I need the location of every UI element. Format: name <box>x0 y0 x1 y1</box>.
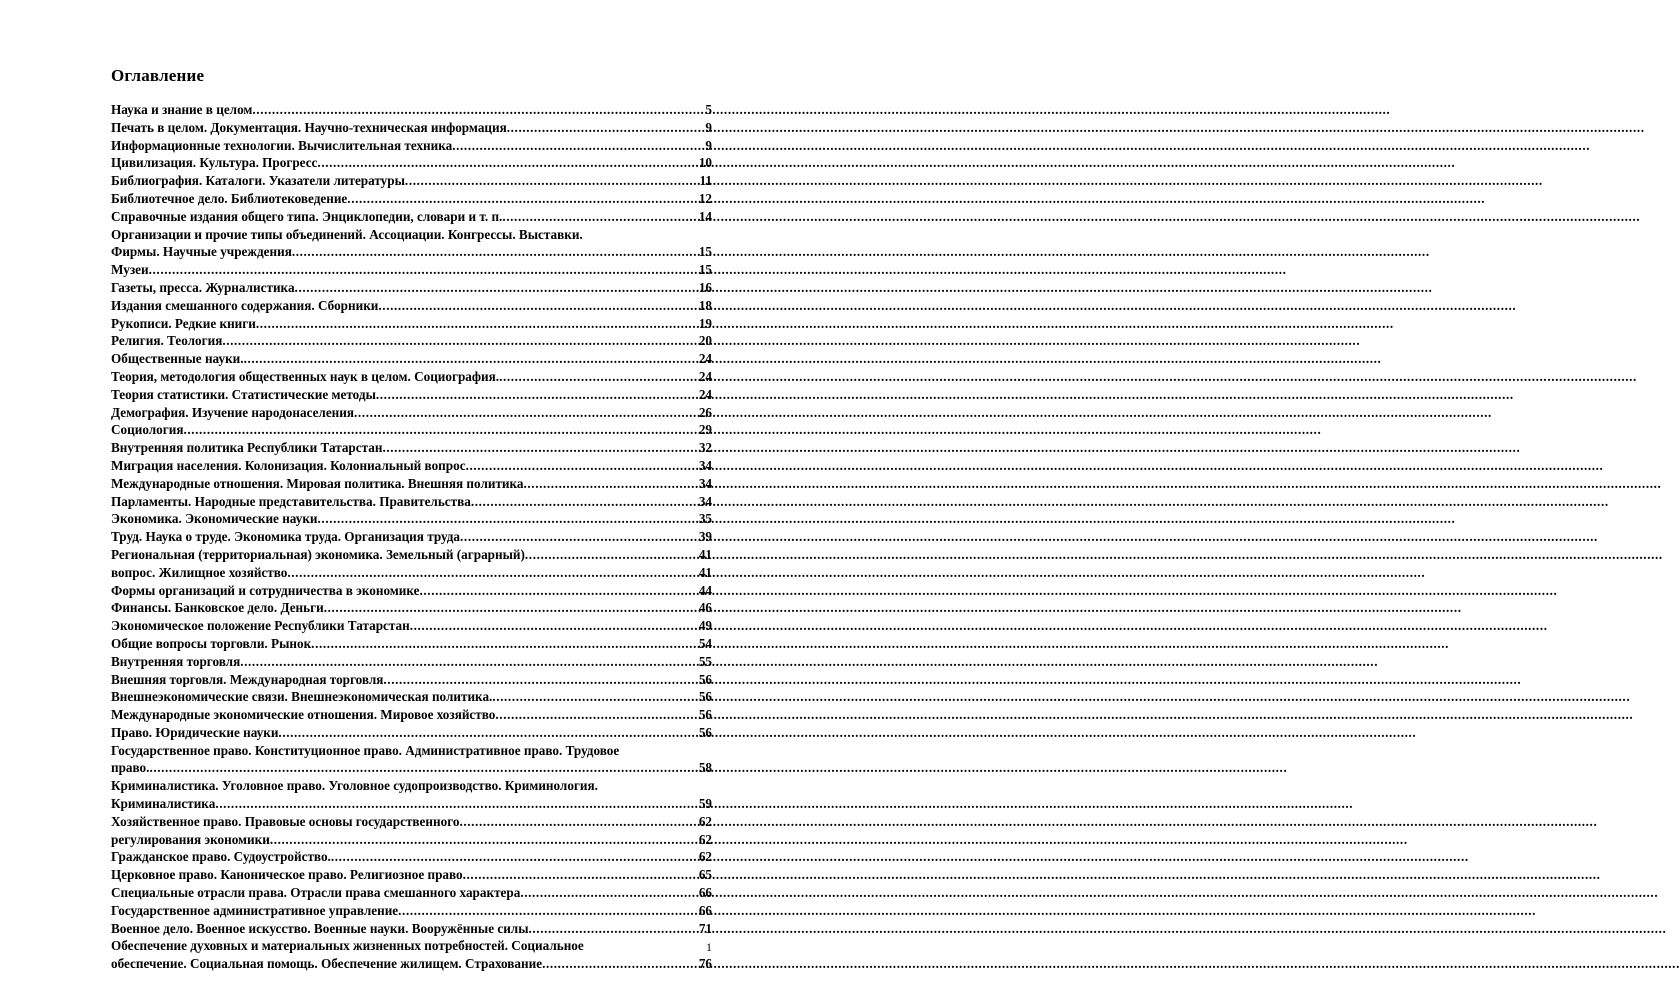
toc-entry-page: 24 <box>698 368 712 384</box>
table-of-contents <box>111 101 712 973</box>
toc-dot-leader <box>529 920 698 938</box>
toc-dot-leader <box>252 101 704 119</box>
toc-entry[interactable] <box>111 902 712 920</box>
toc-entry-label: Хозяйственное право. Правовые основы государственного <box>111 813 460 829</box>
toc-entry[interactable] <box>111 315 712 333</box>
toc-entry-label: Международные отношения. Мировая политика. Внешняя политика <box>111 475 524 491</box>
toc-entry[interactable] <box>111 599 712 617</box>
toc-entry[interactable] <box>111 137 712 155</box>
toc-entry-page: 9 <box>705 119 712 135</box>
toc-entry-label: Социология <box>111 422 184 438</box>
toc-entry-label: Церковное право. Каноническое право. Религиозное право <box>111 867 463 883</box>
toc-entry-label-line[interactable]: Криминалистика. Уголовное право. Уголовное судопроизводство. Криминология. <box>111 778 598 794</box>
toc-entry[interactable] <box>111 706 712 724</box>
toc-entry[interactable] <box>111 297 712 315</box>
toc-entry[interactable] <box>111 813 712 831</box>
toc-entry-page: 44 <box>698 582 712 598</box>
toc-entry-page: 24 <box>698 386 712 402</box>
toc-entry-label: Общие вопросы торговли. Рынок <box>111 635 312 651</box>
toc-entry[interactable] <box>111 831 712 849</box>
toc-entry-label: Рукописи. Редкие книги <box>111 315 256 331</box>
toc-dot-leader <box>295 279 698 297</box>
toc-entry-page: 24 <box>698 351 712 367</box>
toc-entry-page: 62 <box>698 831 712 847</box>
toc-dot-leader <box>240 653 698 671</box>
toc-dot-leader <box>398 902 698 920</box>
toc-entry-label: Информационные технологии. Вычислительная техника <box>111 137 453 153</box>
toc-dot-leader <box>354 404 698 422</box>
toc-entry-page: 46 <box>698 600 712 616</box>
toc-dot-leader <box>495 706 697 724</box>
toc-dot-leader <box>376 386 698 404</box>
toc-dot-leader <box>502 208 697 226</box>
toc-entry-label: Региональная (территориальная) экономика. Земельный (аграрный) <box>111 546 525 562</box>
toc-dot-leader <box>471 493 698 511</box>
toc-dot-leader <box>317 154 697 172</box>
toc-entry[interactable] <box>111 190 712 208</box>
toc-dot-leader <box>270 831 698 849</box>
toc-entry[interactable] <box>111 653 712 671</box>
toc-entry-label: Специальные отрасли права. Отрасли права смешанного характера <box>111 885 521 901</box>
toc-entry-label: Печать в целом. Документация. Научно-техническая информация <box>111 119 507 135</box>
toc-entry-page: 16 <box>698 279 712 295</box>
toc-dot-leader <box>492 688 697 706</box>
toc-entry[interactable] <box>111 457 712 475</box>
toc-entry-label: Внутренняя торговля <box>111 653 241 669</box>
toc-entry-page: 10 <box>698 155 712 171</box>
toc-entry-page: 41 <box>698 564 712 580</box>
toc-entry[interactable] <box>111 404 712 422</box>
toc-entry[interactable] <box>111 279 712 297</box>
toc-entry-label: Труд. Наука о труде. Экономика труда. Организация труда <box>111 529 461 545</box>
toc-entry[interactable] <box>111 475 712 493</box>
toc-entry[interactable] <box>111 386 712 404</box>
toc-entry-page: 26 <box>698 404 712 420</box>
toc-dot-leader <box>347 190 698 208</box>
toc-entry-page: 15 <box>698 244 712 260</box>
toc-entry-label: Музеи <box>111 262 149 278</box>
toc-entry-page: 34 <box>698 457 712 473</box>
toc-entry-label: Цивилизация. Культура. Прогресс <box>111 155 318 171</box>
toc-entry[interactable] <box>111 671 712 689</box>
toc-entry-label: Право. Юридические науки <box>111 724 279 740</box>
toc-entry-page: 5 <box>705 102 712 117</box>
toc-dot-leader <box>215 795 698 813</box>
toc-entry[interactable] <box>111 528 712 546</box>
toc-dot-leader <box>318 510 698 528</box>
toc-entry-label: Миграция населения. Колонизация. Колониальный вопрос <box>111 457 466 473</box>
toc-entry-label: вопрос. Жилищное хозяйство <box>111 564 288 580</box>
toc-entry-label: Библиография. Каталоги. Указатели литературы <box>111 173 405 189</box>
toc-entry[interactable] <box>111 884 712 902</box>
toc-entry-label: Государственное административное управление <box>111 902 399 918</box>
toc-entry-label: Справочные издания общего типа. Энциклопедии, словари и т. п. <box>111 208 503 224</box>
toc-entry[interactable] <box>111 759 712 777</box>
toc-dot-leader <box>311 635 698 653</box>
toc-dot-leader <box>524 475 698 493</box>
toc-entry-label: Общественные науки. <box>111 351 244 367</box>
toc-dot-leader <box>278 724 697 742</box>
toc-entry[interactable] <box>111 119 712 137</box>
toc-entry-page: 18 <box>698 297 712 313</box>
document-page <box>0 0 768 994</box>
toc-dot-leader <box>507 119 705 137</box>
toc-entry-page: 54 <box>698 635 712 651</box>
toc-entry-label: Финансы. Банковское дело. Деньги <box>111 600 324 616</box>
toc-entry[interactable] <box>111 172 712 190</box>
toc-entry-label: Парламенты. Народные представительства. Правительства <box>111 493 471 509</box>
toc-entry[interactable] <box>111 724 712 742</box>
toc-entry-label: Формы организаций и сотрудничества в экономике <box>111 582 420 598</box>
toc-entry-page: 20 <box>698 333 712 349</box>
toc-dot-leader <box>499 368 698 386</box>
toc-entry[interactable] <box>111 866 712 884</box>
toc-entry-label-line[interactable]: Организации и прочие типы объединений. Ассоциации. Конгрессы. Выставки. <box>111 226 583 242</box>
toc-entry-page: 11 <box>699 173 712 189</box>
toc-entry-page: 39 <box>698 529 712 545</box>
toc-entry-page: 66 <box>698 885 712 901</box>
toc-heading: Оглавление <box>111 66 205 85</box>
toc-entry-label: Внутренняя политика Республики Татарстан <box>111 440 383 456</box>
toc-entry-page: 34 <box>698 493 712 509</box>
toc-entry-page: 56 <box>698 689 712 705</box>
toc-entry-label: Демография. Изучение народонаселения <box>111 404 355 420</box>
toc-entry-label: Наука и знание в целом <box>111 102 253 117</box>
toc-dot-leader <box>420 582 698 600</box>
toc-entry-page: 66 <box>698 902 712 918</box>
toc-dot-leader <box>410 617 698 635</box>
toc-entry[interactable] <box>111 439 712 457</box>
toc-entry[interactable] <box>111 688 712 706</box>
toc-entry[interactable] <box>111 795 712 813</box>
toc-dot-leader <box>542 955 698 973</box>
toc-dot-leader <box>466 457 698 475</box>
toc-entry-page: 59 <box>698 796 712 812</box>
toc-entry-page: 71 <box>698 920 712 936</box>
toc-entry[interactable] <box>111 564 712 582</box>
toc-entry-label: Теория, методология общественных наук в целом. Социография. <box>111 368 500 384</box>
toc-entry-page: 76 <box>698 956 712 972</box>
toc-entry[interactable] <box>111 101 712 119</box>
toc-entry-page: 35 <box>698 511 712 527</box>
toc-dot-leader <box>459 813 697 831</box>
toc-entry-label: Теория статистики. Статистические методы <box>111 386 376 402</box>
toc-dot-leader <box>382 439 697 457</box>
toc-entry[interactable] <box>111 920 712 938</box>
toc-entry-page: 12 <box>698 190 712 206</box>
toc-entry[interactable] <box>111 243 712 261</box>
toc-dot-leader <box>149 759 697 777</box>
toc-entry-page: 34 <box>698 475 712 491</box>
toc-entry-page: 62 <box>698 813 712 829</box>
toc-entry-page: 14 <box>698 208 712 224</box>
toc-entry-label-line[interactable]: Государственное право. Конституционное право. Административное право. Трудовое <box>111 742 620 758</box>
toc-entry-label: Криминалистика <box>111 796 216 812</box>
toc-entry-label: Внешняя торговля. Международная торговля <box>111 671 384 687</box>
toc-dot-leader <box>256 315 698 333</box>
toc-entry[interactable] <box>111 582 712 600</box>
toc-entry[interactable] <box>111 635 712 653</box>
toc-entry[interactable] <box>111 617 712 635</box>
toc-entry-page: 32 <box>698 440 712 456</box>
toc-entry-page: 19 <box>698 315 712 331</box>
toc-dot-leader <box>460 528 698 546</box>
toc-dot-leader <box>525 546 698 564</box>
toc-entry-page: 62 <box>698 849 712 865</box>
toc-entry[interactable] <box>111 332 712 350</box>
toc-entry[interactable] <box>111 955 712 973</box>
toc-entry-page: 9 <box>705 137 712 153</box>
toc-entry[interactable] <box>111 421 712 439</box>
toc-entry-label: Внешнеэкономические связи. Внешнеэкономическая политика. <box>111 689 493 705</box>
toc-entry-label: Экономика. Экономические науки <box>111 511 318 527</box>
toc-entry-label: Экономическое положение Республики Татарстан <box>111 618 410 634</box>
toc-entry-page: 56 <box>698 707 712 723</box>
toc-entry-label: Газеты, пресса. Журналистика <box>111 279 295 295</box>
page-number: 1 <box>706 940 712 954</box>
toc-entry-page: 29 <box>698 422 712 438</box>
toc-entry-page: 58 <box>698 760 712 776</box>
toc-entry[interactable] <box>111 510 712 528</box>
toc-entry-page: 15 <box>698 262 712 278</box>
toc-dot-leader <box>383 671 697 689</box>
toc-entry[interactable] <box>111 350 712 368</box>
toc-dot-leader <box>292 243 698 261</box>
toc-dot-leader <box>463 866 698 884</box>
toc-entry[interactable] <box>111 546 712 564</box>
toc-entry-label: Военное дело. Военное искусство. Военные науки. Вооружённые силы <box>111 920 529 936</box>
toc-entry-label: Гражданское право. Судоустройство. <box>111 849 331 865</box>
toc-entry-page: 56 <box>698 671 712 687</box>
toc-entry[interactable] <box>111 208 712 226</box>
toc-dot-leader <box>520 884 697 902</box>
toc-entry-label: Религия. Теология <box>111 333 223 349</box>
toc-dot-leader <box>324 599 698 617</box>
toc-entry[interactable] <box>111 493 712 511</box>
toc-entry-page: 41 <box>698 546 712 562</box>
toc-dot-leader <box>222 332 697 350</box>
toc-dot-leader <box>452 137 704 155</box>
toc-dot-leader <box>149 261 698 279</box>
toc-entry-label: Фирмы. Научные учреждения <box>111 244 292 260</box>
toc-entry-label: регулирования экономики <box>111 831 270 847</box>
toc-entry[interactable] <box>111 848 712 866</box>
toc-dot-leader <box>287 564 697 582</box>
toc-entry[interactable] <box>111 368 712 386</box>
toc-entry-page: 49 <box>698 618 712 634</box>
toc-dot-leader <box>378 297 697 315</box>
toc-entry-page: 55 <box>698 653 712 669</box>
toc-entry[interactable] <box>111 154 712 172</box>
toc-entry[interactable] <box>111 261 712 279</box>
toc-dot-leader <box>405 172 699 190</box>
toc-dot-leader <box>244 350 698 368</box>
toc-dot-leader <box>331 848 698 866</box>
toc-entry-page: 56 <box>698 724 712 740</box>
toc-dot-leader <box>183 421 697 439</box>
toc-entry-label: Библиотечное дело. Библиотековедение <box>111 190 348 206</box>
toc-entry-label: обеспечение. Социальная помощь. Обеспечение жилищем. Страхование <box>111 956 543 972</box>
toc-entry-label: Издания смешанного содержания. Сборники <box>111 297 379 313</box>
toc-entry-label-line[interactable]: Обеспечение духовных и материальных жизненных потребностей. Социальное <box>111 938 584 954</box>
toc-entry-label: Международные экономические отношения. Мировое хозяйство <box>111 707 496 723</box>
toc-entry-page: 65 <box>698 867 712 883</box>
toc-entry-label: право. <box>111 760 150 776</box>
